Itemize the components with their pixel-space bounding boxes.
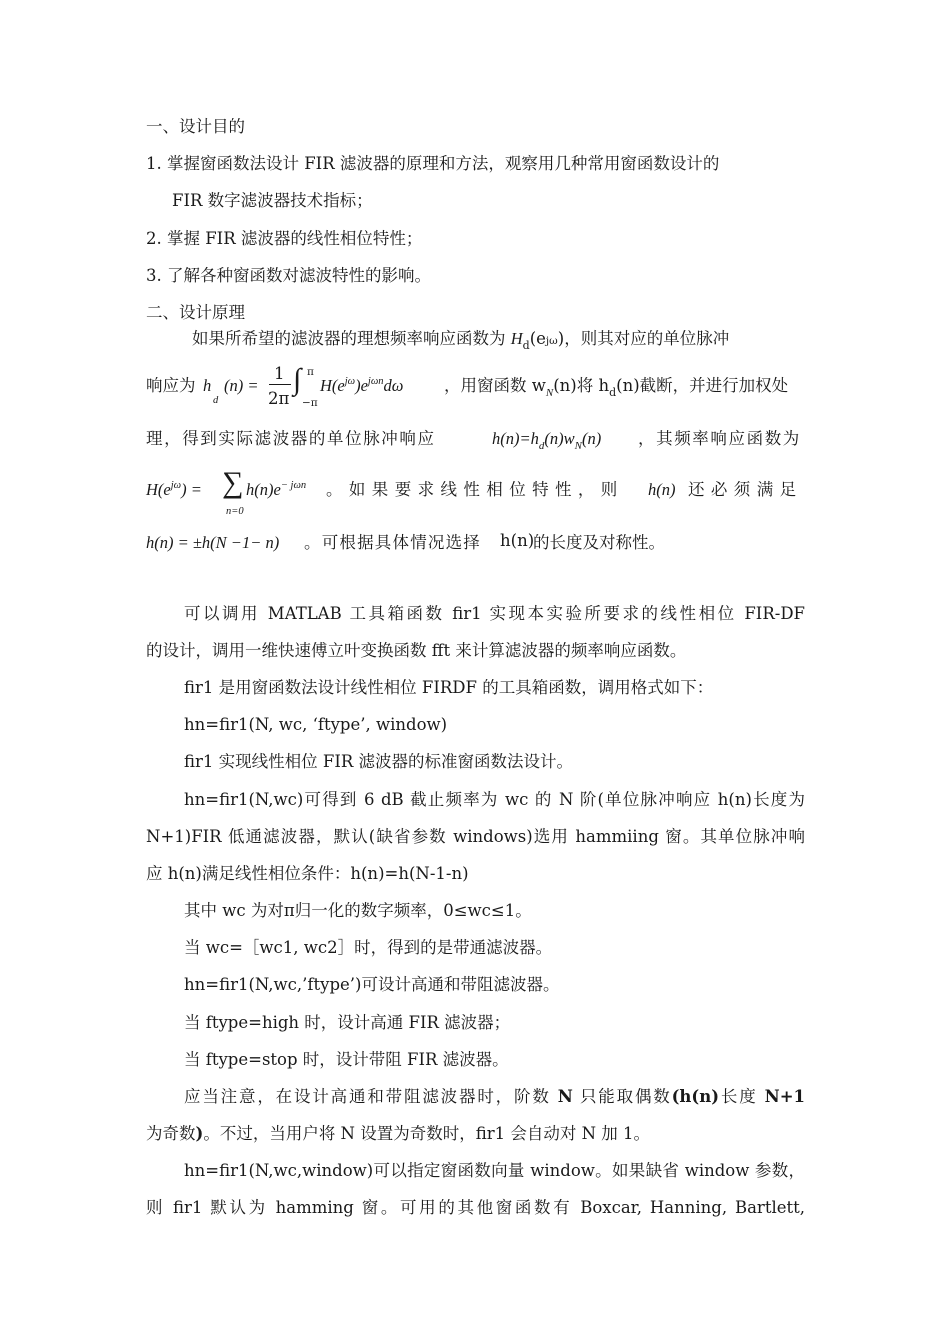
matlab-p4-line-1: hn=fir1(N,wc)可得到 6 dB 截止频率为 wc 的 N 阶(单位脉冲响应 h(n)长度为 — [184, 790, 805, 809]
matlab-p4-line-2: N+1)FIR 低通滤波器，默认(缺省参数 windows)选用 hammiing 窗。其单位脉冲响 — [146, 827, 805, 846]
matlab-p3: fir1 实现线性相位 FIR 滤波器的标准窗函数法设计。 — [184, 752, 574, 771]
formula-frac-bar — [269, 384, 291, 385]
matlab-p1-line-1: 可以调用 MATLAB 工具箱函数 fir1 实现本实验所要求的线性相位 FIR-DF — [184, 604, 805, 623]
formula-h-eq-sub2: N — [574, 440, 582, 452]
formula-sum-term-h: h(n)e — [246, 480, 281, 499]
goal-item-1-line-2: FIR 数字滤波器技术指标； — [172, 191, 373, 210]
formula-H-ejw-mid: ) = — [181, 480, 202, 499]
principle-line-1-text: 如果所希望的滤波器的理想频率响应函数为 — [192, 329, 506, 348]
formula-hd-symbol: H — [510, 329, 523, 348]
formula-h-eq-sub: d — [538, 440, 545, 452]
matlab-p10-line-1 — [184, 1086, 805, 1107]
principle-line-3-lead: 理，得到实际滤波器的单位脉冲响应 — [146, 429, 436, 448]
formula-sigma: ∑ — [222, 466, 244, 499]
matlab-p10-seg-1: 应当注意，在设计高通和带阻滤波器时，阶数 — [184, 1087, 558, 1106]
matlab-p10-seg-9: 。不过，当用户将 N 设置为奇数时，fir1 会自动对 N 加 1。 — [203, 1124, 651, 1143]
matlab-p6: 当 wc=［wc1, wc2］时，得到的是带通滤波器。 — [184, 938, 553, 957]
principle-line-5-end: 的长度及对称性。 — [533, 533, 665, 552]
formula-H-ejw — [146, 479, 202, 500]
matlab-p10-line-2 — [146, 1123, 650, 1144]
principle-line-3-tail: ，其频率响应函数为 — [638, 429, 801, 448]
formula-sum-sup: − jωn — [280, 480, 307, 491]
formula-frac-num: 1 — [274, 364, 285, 383]
formula-hd2-sub: d — [609, 386, 617, 399]
formula-integrand-sup: jω — [344, 376, 356, 387]
principle-line-2-mid2: (n)将 h — [553, 376, 610, 395]
formula-h-equation — [492, 428, 602, 452]
formula-integrand-sup2: jωn — [367, 376, 384, 387]
matlab-p10-seg-5: 长度 — [719, 1087, 765, 1106]
principle-heading: 二、设计原理 — [146, 303, 245, 322]
principle-line-5-overlap: h(n) — [500, 531, 535, 550]
formula-integrand-h: H(e — [320, 376, 345, 395]
principle-line-2-tail: (n)截断，并进行加权处 — [616, 376, 789, 395]
matlab-p5: 其中 wc 为对π归一化的数字频率，0≤wc≤1。 — [184, 901, 532, 920]
matlab-p10-seg-3: 只能取偶数 — [572, 1087, 672, 1106]
formula-hn: h(n) — [648, 480, 676, 499]
principle-line-2-lead: 响应为 — [146, 376, 196, 395]
principle-line-1-tail: ，则其对应的单位脉冲 — [564, 329, 730, 348]
matlab-p11-line-1: hn=fir1(N,wc,window)可以指定窗函数向量 window。如果缺省 window 参数， — [184, 1161, 805, 1180]
matlab-p4-line-3: 应 h(n)满足线性相位条件：h(n)=h(N-1-n) — [146, 864, 469, 883]
matlab-p11-line-2: 则 fir1 默认为 hamming 窗。可用的其他窗函数有 Boxcar, Hanning, Bartlett, — [146, 1198, 805, 1217]
formula-hd-arg: (e — [529, 329, 546, 348]
formula-integrand-mid: )e — [355, 376, 368, 395]
formula-hd-sub: d — [522, 339, 530, 352]
formula-dw: dω — [383, 376, 404, 395]
formula-sum-term — [246, 479, 306, 500]
formula-h-eq-end: (n) — [581, 429, 602, 448]
formula-hd-n-sub: d — [213, 395, 219, 406]
matlab-p10-seg-6: N+1 — [764, 1087, 806, 1106]
formula-H-ejw-h: H(e — [146, 480, 171, 499]
matlab-p7: hn=fir1(N,wc,’ftype’)可设计高通和带阻滤波器。 — [184, 975, 560, 994]
principle-line-5-tail: 。可根据具体情况选择 — [304, 533, 481, 552]
formula-wn-sub: N — [545, 387, 554, 399]
matlab-p10-seg-8: ) — [195, 1124, 204, 1143]
matlab-p8: 当 ftype=high 时，设计高通 FIR 滤波器； — [184, 1013, 511, 1032]
formula-hd-close: ) — [557, 329, 565, 348]
principle-line-4-tail: 还必须满足 — [688, 480, 803, 499]
matlab-p9: 当 ftype=stop 时，设计带阻 FIR 滤波器。 — [184, 1050, 509, 1069]
goal-heading: 一、设计目的 — [146, 117, 245, 136]
formula-integrand — [320, 375, 403, 396]
goal-item-1-line-1: 1. 掌握窗函数法设计 FIR 滤波器的原理和方法，观察用几种常用窗函数设计的 — [146, 154, 720, 173]
goal-item-3: 3. 了解各种窗函数对滤波特性的影响。 — [146, 266, 431, 285]
principle-line-4-mid: 。如果要求线性相位特性，则 — [326, 480, 624, 499]
formula-hd-sup: jω — [545, 335, 558, 347]
formula-symmetry: h(n) = ±h(N −1− n) — [146, 533, 280, 552]
formula-H-ejw-sup: jω — [170, 480, 182, 491]
principle-line-2-mid: ，用窗函数 w — [444, 376, 546, 395]
formula-hd-n: h — [203, 376, 212, 395]
formula-h-eq: h(n)=h — [492, 429, 539, 448]
matlab-p10-seg-4: (h(n) — [671, 1087, 720, 1106]
formula-sigma-bottom: n=0 — [226, 506, 244, 517]
matlab-code-1: hn=fir1(N, wc, ‘ftype’, window) — [184, 715, 448, 734]
formula-integral-bottom: −π — [302, 397, 318, 409]
principle-line-2-rest — [444, 375, 789, 399]
matlab-p1-line-2: 的设计，调用一维快速傅立叶变换函数 fft 来计算滤波器的频率响应函数。 — [146, 641, 687, 660]
matlab-p2: fir1 是用窗函数法设计线性相位 FIRDF 的工具箱函数，调用格式如下： — [184, 678, 714, 697]
formula-hd-n-arg: (n) = — [224, 376, 259, 395]
formula-integral-top: π — [307, 366, 314, 378]
formula-integral-sign: ∫ — [293, 363, 302, 396]
formula-h-eq-mid: (n)w — [544, 429, 575, 448]
principle-line-1 — [192, 328, 730, 352]
goal-item-2: 2. 掌握 FIR 滤波器的线性相位特性； — [146, 229, 423, 248]
formula-frac-den: 2π — [268, 389, 290, 408]
matlab-p10-seg-7: 为奇数 — [146, 1124, 196, 1143]
matlab-p10-seg-2: N — [557, 1087, 573, 1106]
